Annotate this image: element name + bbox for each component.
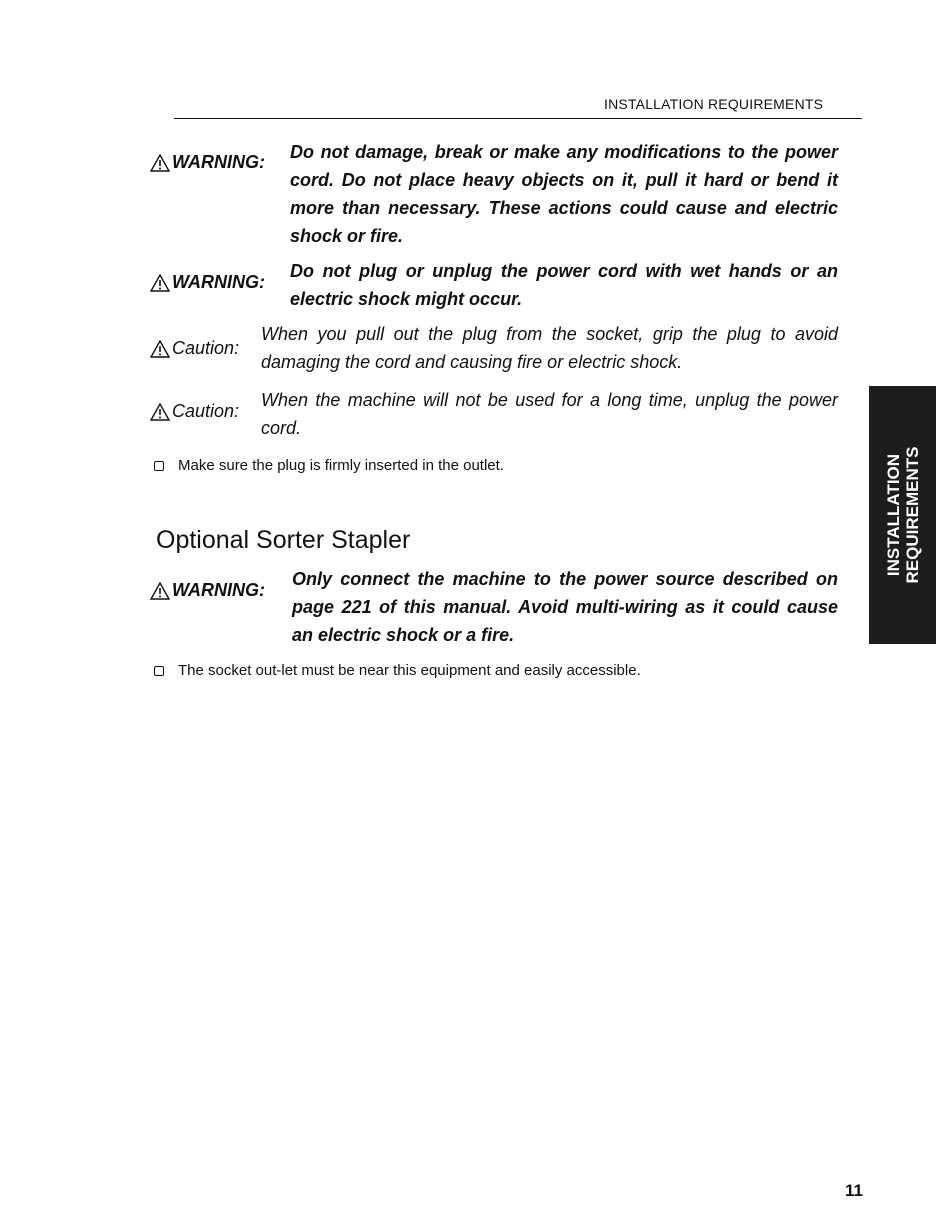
warning-label: WARNING: bbox=[172, 580, 265, 600]
warning-label: WARNING: bbox=[172, 272, 265, 292]
warning-text: Do not damage, break or make any modifications to the power cord. Do not place heavy objects on it, pull it hard or bend it more than necessary. These actions could cause and electric shock or fire. bbox=[290, 142, 838, 246]
section-title: Optional Sorter Stapler bbox=[156, 526, 411, 554]
warning-text: Only connect the machine to the power source described on page 221 of this manual. Avoid multi-wiring as it could cause an electric shock or a fire. bbox=[292, 569, 838, 645]
warning-triangle-icon bbox=[150, 154, 170, 172]
note-text: Make sure the plug is firmly inserted in the outlet. bbox=[178, 457, 504, 474]
warning-triangle-icon bbox=[150, 582, 170, 600]
caution-text: When you pull out the plug from the socket, grip the plug to avoid damaging the cord and causing fire or electric shock. bbox=[261, 324, 838, 372]
warning-triangle-icon bbox=[150, 274, 170, 292]
side-tab-line1: INSTALLATION bbox=[883, 453, 903, 577]
header-rule bbox=[174, 118, 862, 119]
caution-text: When the machine will not be used for a long time, unplug the power cord. bbox=[261, 390, 838, 438]
note-text: The socket out-let must be near this equipment and easily accessible. bbox=[178, 662, 641, 679]
warning-text: Do not plug or unplug the power cord with wet hands or an electric shock might occur. bbox=[290, 261, 838, 309]
caution-label: Caution: bbox=[172, 338, 240, 358]
running-header: INSTALLATION REQUIREMENTS bbox=[604, 96, 824, 112]
warning-triangle-icon bbox=[150, 340, 170, 358]
note-plug-inserted bbox=[154, 457, 504, 474]
note-socket-accessible bbox=[154, 662, 641, 679]
caution-label: Caution: bbox=[172, 401, 240, 421]
section-side-tab bbox=[869, 386, 936, 644]
page-number: 11 bbox=[845, 1181, 863, 1200]
side-tab-line2: REQUIREMENTS bbox=[902, 446, 922, 584]
warning-triangle-icon bbox=[150, 403, 170, 421]
checkbox-bullet-icon bbox=[154, 666, 164, 676]
warning-label: WARNING: bbox=[172, 152, 265, 172]
checkbox-bullet-icon bbox=[154, 461, 164, 471]
